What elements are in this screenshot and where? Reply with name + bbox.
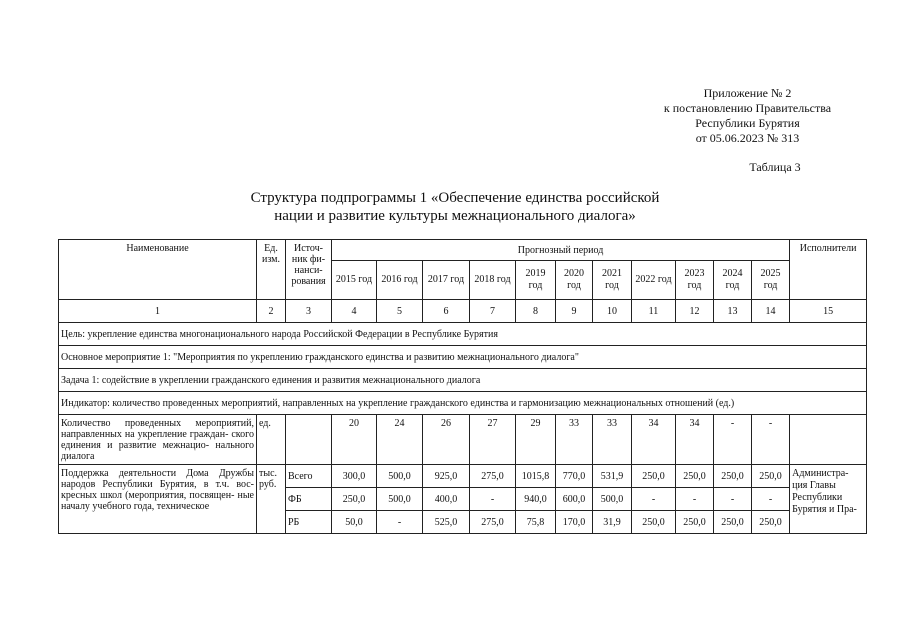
structure-table [58, 239, 867, 534]
row-unit: ед. [257, 415, 286, 465]
row-value: 250,0 [714, 465, 752, 488]
column-number: 7 [470, 300, 516, 323]
measure-row: Основное мероприятие 1: "Мероприятия по укреплению гражданского единства и развитию межнационального диалога" [59, 346, 867, 369]
row-value: 1015,8 [516, 465, 556, 488]
title-line: Структура подпрограммы 1 «Обеспечение единства российской [250, 190, 660, 206]
row-value: 500,0 [377, 465, 423, 488]
appendix-line: от 05.06.2023 № 313 [695, 131, 800, 145]
header-source: Источ- ник фи- нанси- рования [286, 240, 332, 300]
row-value: 75,8 [516, 511, 556, 534]
row-value: 29 [516, 415, 556, 465]
header-forecast: Прогнозный период [332, 240, 790, 261]
row-value: 50,0 [332, 511, 377, 534]
task-row: Задача 1: содействие в укреплении гражданского единения и развития межнационального диалога [59, 369, 867, 392]
header-year: 2020 год [556, 261, 593, 300]
row-value: 250,0 [332, 488, 377, 511]
column-number: 13 [714, 300, 752, 323]
row-name: Количество проведенных мероприятий, направленных на укрепление граждан- ского единения и развитие межнацио- нального диалога [59, 415, 257, 465]
row-value: - [470, 488, 516, 511]
header-year: 2025 год [752, 261, 790, 300]
appendix-line: Приложение № 2 [703, 86, 792, 100]
header-year: 2022 год [632, 261, 676, 300]
column-number: 2 [257, 300, 286, 323]
row-value: 250,0 [752, 511, 790, 534]
row-value: 250,0 [752, 465, 790, 488]
header-year: 2016 год [377, 261, 423, 300]
row-value: 940,0 [516, 488, 556, 511]
column-number: 6 [423, 300, 470, 323]
row-source: ФБ [286, 488, 332, 511]
row-value: 250,0 [632, 511, 676, 534]
row-source: РБ [286, 511, 332, 534]
row-name: Поддержка деятельности Дома Дружбы народов Республики Бурятия, в т.ч. вос- кресных школ (мероприятия, посвящен- ные началу учебного года, техническое [59, 465, 257, 534]
table-row [59, 465, 867, 488]
column-number: 10 [593, 300, 632, 323]
row-value: 33 [593, 415, 632, 465]
row-value: 34 [632, 415, 676, 465]
row-value: - [752, 415, 790, 465]
row-source: Всего [286, 465, 332, 488]
row-value: 500,0 [593, 488, 632, 511]
column-number: 1 [59, 300, 257, 323]
row-value: 531,9 [593, 465, 632, 488]
row-unit: тыс. руб. [257, 465, 286, 534]
column-number: 3 [286, 300, 332, 323]
column-number: 12 [676, 300, 714, 323]
appendix-line: Республики Бурятия [695, 116, 800, 130]
header-year: 2017 год [423, 261, 470, 300]
appendix-block [600, 86, 895, 146]
row-value: - [714, 415, 752, 465]
row-value: - [714, 488, 752, 511]
column-number: 5 [377, 300, 423, 323]
table-row [59, 415, 867, 465]
page-title [200, 189, 710, 225]
appendix-line: к постановлению Правительства [663, 101, 832, 115]
row-value: 24 [377, 415, 423, 465]
row-value: - [377, 511, 423, 534]
header-year: 2015 год [332, 261, 377, 300]
indicator-row: Индикатор: количество проведенных мероприятий, направленных на укрепление гражданского единства и гармонизацию межнациональных отношений (ед.) [59, 392, 867, 415]
row-value: 275,0 [470, 465, 516, 488]
row-value: 20 [332, 415, 377, 465]
header-year: 2018 год [470, 261, 516, 300]
row-value: 250,0 [632, 465, 676, 488]
row-executor [790, 415, 867, 465]
row-value: - [632, 488, 676, 511]
row-value: 250,0 [676, 465, 714, 488]
row-value: 34 [676, 415, 714, 465]
row-value: 26 [423, 415, 470, 465]
row-value: - [752, 488, 790, 511]
row-value: 500,0 [377, 488, 423, 511]
header-year: 2024 год [714, 261, 752, 300]
column-number: 14 [752, 300, 790, 323]
row-value: 600,0 [556, 488, 593, 511]
row-value: 33 [556, 415, 593, 465]
row-value: 31,9 [593, 511, 632, 534]
column-number: 11 [632, 300, 676, 323]
column-number: 15 [790, 300, 867, 323]
row-value: 400,0 [423, 488, 470, 511]
row-value: 170,0 [556, 511, 593, 534]
header-executors: Исполнители [790, 240, 867, 300]
row-value: 770,0 [556, 465, 593, 488]
row-value: - [676, 488, 714, 511]
row-source [286, 415, 332, 465]
header-name: Наименование [59, 240, 257, 300]
row-value: 525,0 [423, 511, 470, 534]
header-year: 2021 год [593, 261, 632, 300]
title-line: нации и развитие культуры межнационального диалога» [274, 208, 636, 224]
header-year: 2023 год [676, 261, 714, 300]
row-value: 275,0 [470, 511, 516, 534]
row-value: 250,0 [676, 511, 714, 534]
table-label: Таблица 3 [749, 160, 801, 174]
row-value: 27 [470, 415, 516, 465]
column-number: 9 [556, 300, 593, 323]
row-value: 250,0 [714, 511, 752, 534]
header-unit: Ед. изм. [257, 240, 286, 300]
header-year: 2019 год [516, 261, 556, 300]
row-executor: Администра- ция Главы Республики Бурятия и Пра- [790, 465, 867, 534]
goal-row: Цель: укрепление единства многонационального народа Российской Федерации в Республике Бурятия [59, 323, 867, 346]
column-number: 8 [516, 300, 556, 323]
row-value: 925,0 [423, 465, 470, 488]
row-value: 300,0 [332, 465, 377, 488]
column-number: 4 [332, 300, 377, 323]
